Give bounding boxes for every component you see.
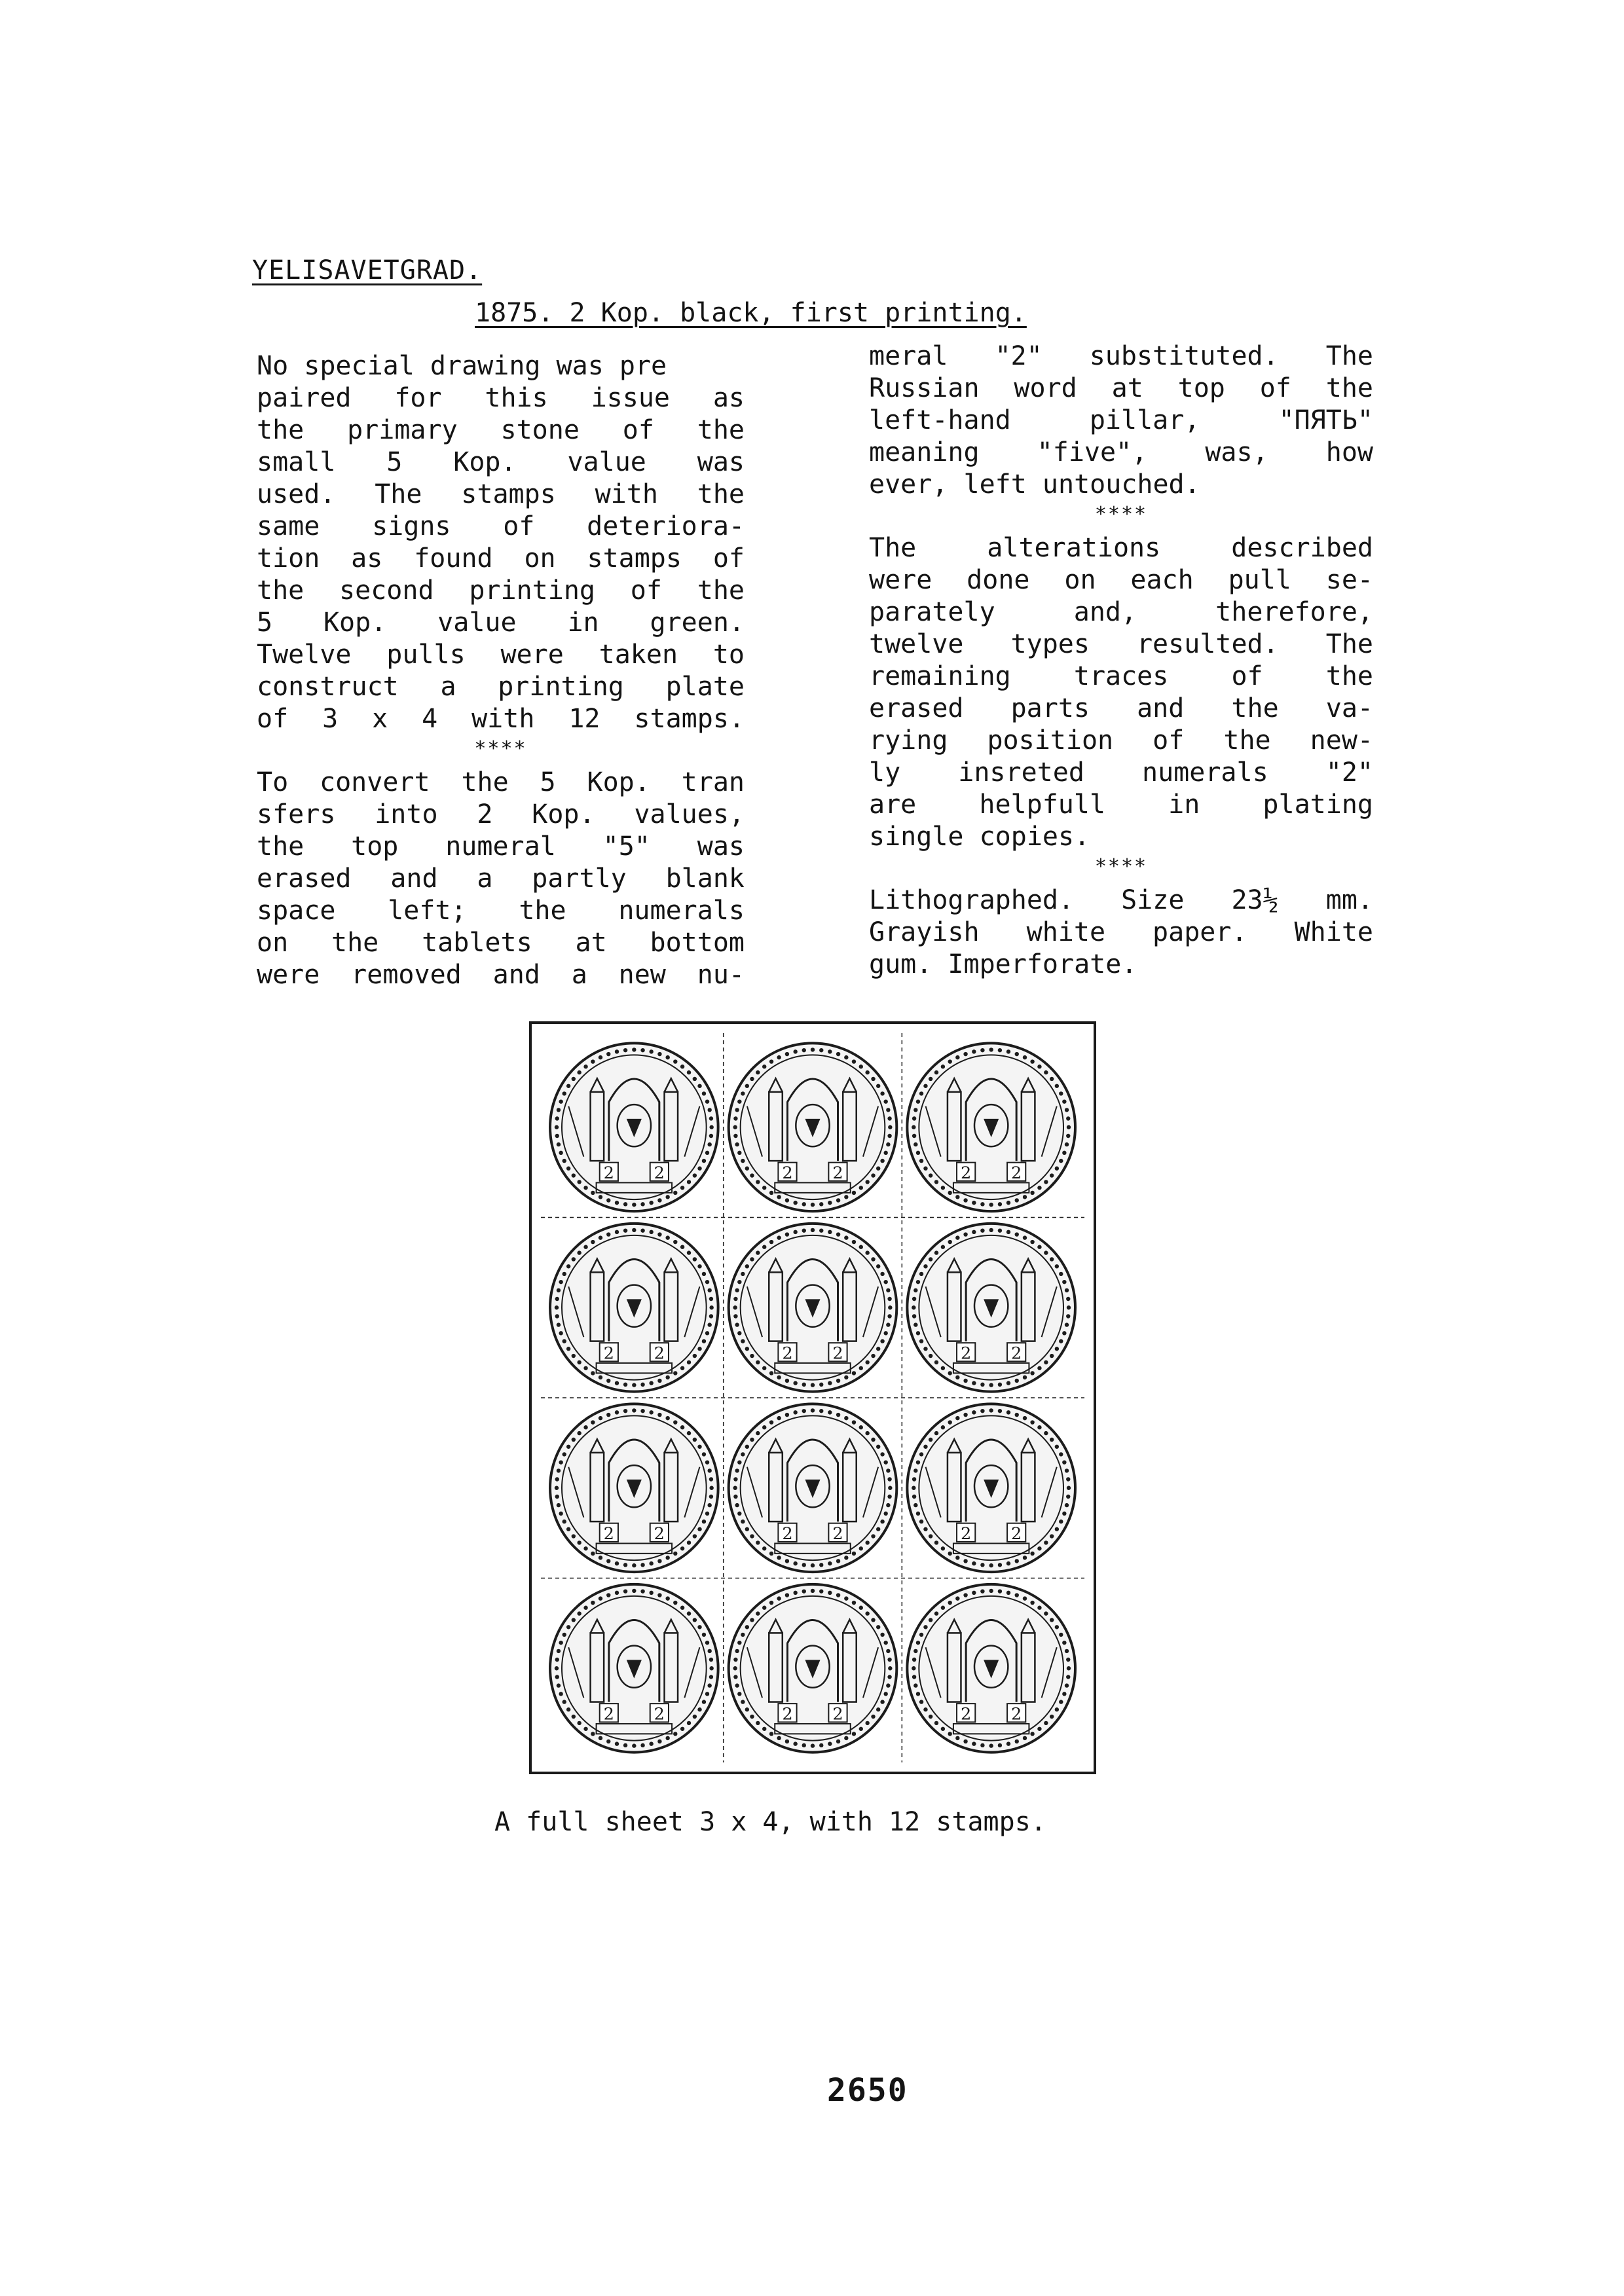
left-paragraph-2 bbox=[257, 767, 745, 991]
stamp-10 bbox=[550, 1584, 718, 1753]
issue-subheading: 1875. 2 Kop. black, first printing. bbox=[475, 298, 1027, 328]
stamp-value-label: 2 bbox=[832, 1704, 843, 1724]
stamp-value-label: 2 bbox=[1011, 1704, 1022, 1724]
stamp-12 bbox=[907, 1584, 1075, 1753]
stamp-3 bbox=[907, 1043, 1075, 1211]
stamp-value-label: 2 bbox=[603, 1163, 614, 1184]
text-line: Grayish white paper. White bbox=[869, 917, 1373, 947]
text-line: The alterations described bbox=[869, 533, 1373, 563]
text-line: Russian word at top of the bbox=[869, 373, 1373, 403]
text-line: left-hand pillar, "ПЯТЬ" bbox=[869, 405, 1373, 435]
text-line: sfers into 2 Kop. values, bbox=[257, 799, 745, 829]
stamp-11 bbox=[729, 1584, 897, 1753]
text-line: rying position of the new- bbox=[869, 725, 1373, 756]
page-number: 2650 bbox=[827, 2072, 908, 2109]
text-line: are helpfull in plating bbox=[869, 790, 1373, 820]
text-line: the second printing of the bbox=[257, 575, 745, 606]
stamp-value-label: 2 bbox=[654, 1704, 665, 1724]
text-line: tion as found on stamps of bbox=[257, 543, 745, 574]
text-line: used. The stamps with the bbox=[257, 479, 745, 509]
text-line: Lithographed. Size 23½ mm. bbox=[869, 885, 1373, 915]
stamp-value-label: 2 bbox=[603, 1704, 614, 1724]
left-text-column bbox=[257, 350, 745, 991]
stamp-value-label: 2 bbox=[832, 1343, 843, 1364]
right-text-column bbox=[869, 340, 1373, 981]
stamp-value-label: 2 bbox=[1011, 1163, 1022, 1184]
text-line: of 3 x 4 with 12 stamps. bbox=[257, 704, 745, 734]
section-separator: **** bbox=[474, 737, 527, 760]
text-line: space left; the numerals bbox=[257, 896, 745, 926]
stamp-value-label: 2 bbox=[961, 1704, 972, 1724]
page-heading: YELISAVETGRAD. bbox=[252, 255, 483, 285]
stamp-sheet-drawing bbox=[532, 1024, 1094, 1772]
stamp-value-label: 2 bbox=[832, 1524, 843, 1544]
stamp-value-label: 2 bbox=[1011, 1524, 1022, 1544]
section-separator: **** bbox=[1094, 855, 1148, 878]
stamp-9 bbox=[907, 1404, 1075, 1572]
stamp-value-label: 2 bbox=[832, 1163, 843, 1184]
text-line: meaning "five", was, how bbox=[869, 437, 1373, 467]
stamp-value-label: 2 bbox=[603, 1524, 614, 1544]
text-line: small 5 Kop. value was bbox=[257, 447, 745, 477]
stamp-value-label: 2 bbox=[782, 1163, 793, 1184]
stamp-sheet-figure bbox=[529, 1021, 1096, 1774]
text-line: Twelve pulls were taken to bbox=[257, 640, 745, 670]
stamp-value-label: 2 bbox=[961, 1343, 972, 1364]
stamp-2 bbox=[729, 1043, 897, 1211]
text-line: paired for this issue as bbox=[257, 383, 745, 413]
text-line: construct a printing plate bbox=[257, 672, 745, 702]
stamp-value-label: 2 bbox=[654, 1163, 665, 1184]
stamp-value-label: 2 bbox=[961, 1524, 972, 1544]
stamp-value-label: 2 bbox=[654, 1343, 665, 1364]
left-paragraph-1 bbox=[257, 350, 745, 735]
text-line: No special drawing was pre bbox=[257, 351, 667, 381]
text-line: To convert the 5 Kop. tran bbox=[257, 767, 745, 797]
stamp-5 bbox=[729, 1224, 897, 1392]
stamp-7 bbox=[550, 1404, 718, 1572]
text-line: erased and a partly blank bbox=[257, 864, 745, 894]
section-separator: **** bbox=[1094, 503, 1148, 526]
text-line: were done on each pull se- bbox=[869, 565, 1373, 595]
text-line: 5 Kop. value in green. bbox=[257, 608, 745, 638]
figure-caption: A full sheet 3 x 4, with 12 stamps. bbox=[494, 1807, 1046, 1837]
stamp-4 bbox=[550, 1224, 718, 1392]
text-line: gum. Imperforate. bbox=[869, 949, 1137, 979]
text-line: the primary stone of the bbox=[257, 415, 745, 445]
text-line: were removed and a new nu- bbox=[257, 960, 745, 990]
text-line: twelve types resulted. The bbox=[869, 629, 1373, 659]
stamp-value-label: 2 bbox=[782, 1343, 793, 1364]
text-line: parately and, therefore, bbox=[869, 597, 1373, 627]
text-line: ly insreted numerals "2" bbox=[869, 757, 1373, 788]
right-paragraph-2 bbox=[869, 532, 1373, 853]
stamp-6 bbox=[907, 1224, 1075, 1392]
text-line: remaining traces of the bbox=[869, 661, 1373, 691]
stamp-8 bbox=[729, 1404, 897, 1572]
text-line: the top numeral "5" was bbox=[257, 831, 745, 862]
text-line: single copies. bbox=[869, 822, 1090, 852]
text-line: meral "2" substituted. The bbox=[869, 341, 1373, 371]
stamp-value-label: 2 bbox=[654, 1524, 665, 1544]
text-line: same signs of deteriora- bbox=[257, 511, 745, 541]
text-line: erased parts and the va- bbox=[869, 693, 1373, 723]
stamp-value-label: 2 bbox=[782, 1704, 793, 1724]
text-line: ever, left untouched. bbox=[869, 469, 1200, 500]
right-paragraph-1 bbox=[869, 340, 1373, 501]
stamp-value-label: 2 bbox=[961, 1163, 972, 1184]
stamp-value-label: 2 bbox=[1011, 1343, 1022, 1364]
stamp-1 bbox=[550, 1043, 718, 1211]
text-line: on the tablets at bottom bbox=[257, 928, 745, 958]
stamp-value-label: 2 bbox=[782, 1524, 793, 1544]
right-paragraph-3 bbox=[869, 884, 1373, 981]
stamp-value-label: 2 bbox=[603, 1343, 614, 1364]
